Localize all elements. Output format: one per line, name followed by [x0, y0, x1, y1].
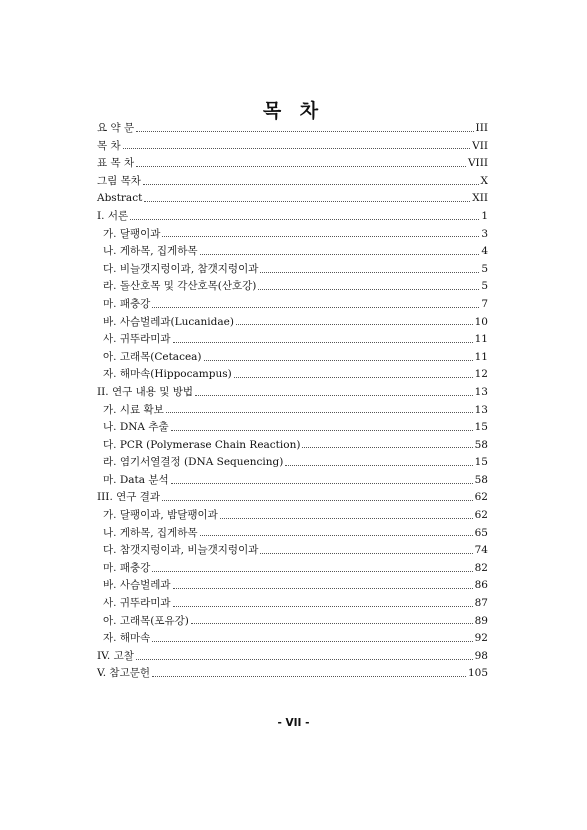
- toc-entry-label: 마. 패충강: [103, 561, 151, 574]
- toc-entry-label: Abstract: [97, 192, 143, 205]
- toc-entry-label: 아. 고래목(Cetacea): [103, 350, 202, 363]
- toc-entry[interactable]: [97, 208, 488, 226]
- toc-entry[interactable]: [97, 419, 488, 437]
- toc-leader-dots: [152, 640, 472, 642]
- toc-entry-page: 105: [467, 667, 488, 680]
- toc-leader-dots: [204, 359, 473, 361]
- toc-leader-dots: [171, 429, 473, 431]
- toc-entry-page: 89: [474, 614, 488, 627]
- toc-entry[interactable]: [97, 243, 488, 261]
- toc-entry[interactable]: [97, 665, 488, 683]
- toc-entry-label: 가. 달팽이과: [103, 227, 161, 240]
- toc-entry-label: 사. 귀뚜라미과: [103, 333, 171, 346]
- toc-entry[interactable]: [97, 226, 488, 244]
- toc-entry-page: VIII: [467, 157, 488, 170]
- toc-entry-page: 87: [474, 597, 488, 610]
- toc-entry[interactable]: [97, 173, 488, 191]
- toc-entry-page: 1: [481, 209, 488, 222]
- toc-entry[interactable]: [97, 454, 488, 472]
- toc-leader-dots: [173, 587, 473, 589]
- toc-entry-page: III: [475, 122, 488, 134]
- toc-entry-label: V. 참고문헌: [97, 667, 150, 680]
- toc-entry-page: 7: [481, 297, 488, 310]
- toc-leader-dots: [166, 411, 473, 413]
- toc-entry-label: 바. 사슴벌레과(Lucanidae): [103, 315, 234, 328]
- toc-entry-label: 마. 패충강: [103, 297, 151, 310]
- toc-entry-page: 15: [474, 456, 488, 469]
- toc-entry-label: III. 연구 결과: [97, 491, 161, 504]
- toc-entry[interactable]: [97, 489, 488, 507]
- toc-leader-dots: [173, 605, 473, 607]
- toc-entry-label: 다. 참갯지렁이과, 비늘갯지렁이과: [103, 544, 259, 557]
- toc-entry[interactable]: [97, 437, 488, 455]
- toc-leader-dots: [220, 517, 473, 519]
- page-title: 목 차: [262, 100, 325, 122]
- toc-entry[interactable]: [97, 278, 488, 296]
- toc-entry-label: 가. 달팽이과, 밤달팽이과: [103, 509, 218, 522]
- toc-entry-label: 나. DNA 추출: [103, 421, 169, 434]
- toc-entry-page: 74: [474, 544, 488, 557]
- toc-entry[interactable]: [97, 542, 488, 560]
- toc-entry-page: X: [480, 174, 488, 187]
- table-of-contents: [97, 120, 488, 683]
- toc-entry[interactable]: [97, 630, 488, 648]
- toc-entry-label: II. 연구 내용 및 방법: [97, 385, 193, 398]
- toc-leader-dots: [144, 200, 470, 202]
- toc-entry[interactable]: [97, 331, 488, 349]
- toc-leader-dots: [200, 253, 480, 255]
- toc-entry-page: 13: [474, 403, 488, 416]
- toc-leader-dots: [171, 482, 473, 484]
- toc-entry-page: XII: [472, 192, 488, 205]
- toc-entry[interactable]: [97, 120, 488, 138]
- toc-entry-label: 요 약 문: [97, 122, 135, 134]
- toc-entry-label: 다. PCR (Polymerase Chain Reaction): [103, 438, 301, 451]
- toc-leader-dots: [260, 552, 472, 554]
- toc-leader-dots: [136, 658, 473, 660]
- toc-entry-page: 13: [474, 385, 488, 398]
- toc-entry[interactable]: [97, 349, 488, 367]
- toc-entry-label: 나. 게하목, 집게하목: [103, 526, 198, 539]
- toc-entry-page: 4: [481, 245, 488, 258]
- toc-entry[interactable]: [97, 138, 488, 156]
- toc-entry[interactable]: [97, 525, 488, 543]
- toc-leader-dots: [152, 306, 479, 308]
- toc-leader-dots: [200, 534, 473, 536]
- toc-entry-label: 나. 게하목, 집게하목: [103, 245, 198, 258]
- toc-entry[interactable]: [97, 577, 488, 595]
- toc-entry-page: 3: [481, 227, 488, 240]
- toc-entry-page: 62: [474, 509, 488, 522]
- toc-entry-label: I. 서론: [97, 209, 129, 222]
- toc-entry-page: 92: [474, 632, 488, 645]
- toc-entry[interactable]: [97, 261, 488, 279]
- toc-entry-page: 58: [474, 473, 488, 486]
- toc-entry-label: 마. Data 분석: [103, 473, 169, 486]
- toc-leader-dots: [195, 394, 473, 396]
- toc-leader-dots: [173, 341, 473, 343]
- toc-entry-label: 자. 해마속(Hippocampus): [103, 368, 232, 381]
- toc-entry[interactable]: [97, 560, 488, 578]
- toc-entry-page: 12: [474, 368, 488, 381]
- toc-entry[interactable]: [97, 190, 488, 208]
- toc-leader-dots: [152, 675, 466, 677]
- toc-leader-dots: [123, 147, 470, 149]
- toc-entry-label: 그림 목차: [97, 174, 141, 187]
- toc-entry-label: 바. 사슴벌레과: [103, 579, 171, 592]
- toc-leader-dots: [143, 183, 479, 185]
- toc-entry[interactable]: [97, 613, 488, 631]
- toc-leader-dots: [152, 570, 472, 572]
- toc-entry-label: 가. 시료 확보: [103, 403, 164, 416]
- toc-entry[interactable]: [97, 366, 488, 384]
- page-number-footer: - VII -: [277, 717, 310, 729]
- toc-entry-page: 5: [481, 280, 488, 293]
- toc-entry-label: 아. 고래목(포유강): [103, 614, 189, 627]
- toc-entry-label: 라. 돌산호목 및 각산호목(산호강): [103, 280, 257, 293]
- toc-leader-dots: [302, 446, 472, 448]
- toc-entry-label: 라. 염기서열결정 (DNA Sequencing): [103, 456, 284, 469]
- toc-entry-page: 10: [474, 315, 488, 328]
- toc-entry-page: 5: [481, 262, 488, 275]
- toc-entry[interactable]: [97, 402, 488, 420]
- toc-leader-dots: [136, 130, 473, 132]
- toc-entry[interactable]: [97, 648, 488, 666]
- toc-entry[interactable]: [97, 595, 488, 613]
- toc-entry-page: 65: [474, 526, 488, 539]
- toc-leader-dots: [236, 323, 473, 325]
- toc-leader-dots: [258, 288, 479, 290]
- toc-leader-dots: [285, 464, 472, 466]
- toc-leader-dots: [260, 271, 479, 273]
- toc-entry-label: 다. 비늘갯지렁이과, 참갯지렁이과: [103, 262, 259, 275]
- toc-entry[interactable]: [97, 472, 488, 490]
- toc-entry-page: 86: [474, 579, 488, 592]
- toc-leader-dots: [136, 165, 466, 167]
- toc-entry-page: 58: [474, 438, 488, 451]
- toc-leader-dots: [130, 218, 479, 220]
- toc-entry[interactable]: [97, 155, 488, 173]
- toc-entry-page: 98: [474, 649, 488, 662]
- toc-entry-label: 자. 해마속: [103, 632, 151, 645]
- toc-entry-page: VII: [472, 139, 488, 152]
- toc-leader-dots: [162, 499, 473, 501]
- toc-leader-dots: [191, 622, 473, 624]
- toc-entry-page: 82: [474, 561, 488, 574]
- toc-entry-label: 목 차: [97, 139, 121, 152]
- toc-leader-dots: [162, 235, 479, 237]
- toc-entry[interactable]: [97, 384, 488, 402]
- toc-entry-page: 11: [474, 350, 488, 363]
- toc-entry[interactable]: [97, 507, 488, 525]
- toc-entry[interactable]: [97, 296, 488, 314]
- toc-entry-page: 11: [474, 333, 488, 346]
- toc-entry-label: 표 목 차: [97, 157, 135, 170]
- toc-entry-label: 사. 귀뚜라미과: [103, 597, 171, 610]
- toc-leader-dots: [234, 376, 473, 378]
- toc-entry[interactable]: [97, 314, 488, 332]
- toc-entry-label: IV. 고찰: [97, 649, 134, 662]
- toc-entry-page: 15: [474, 421, 488, 434]
- toc-entry-page: 62: [474, 491, 488, 504]
